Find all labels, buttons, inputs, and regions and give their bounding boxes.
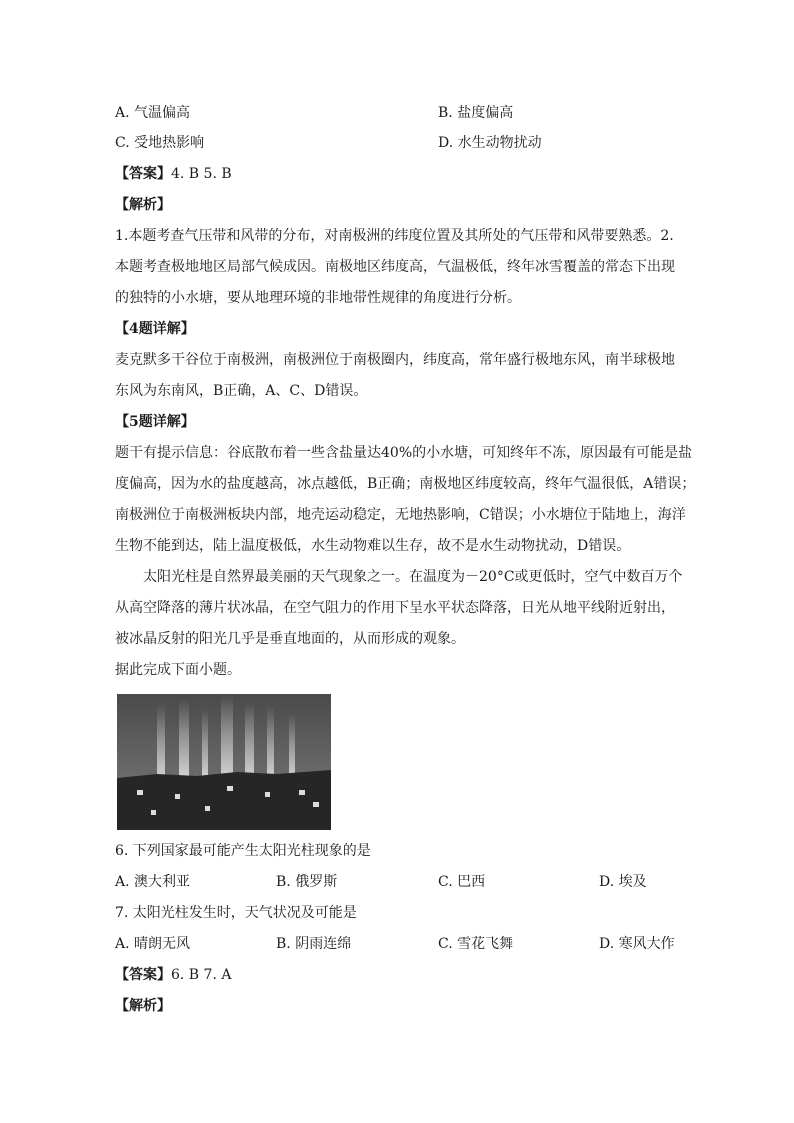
sun-pillar-photo [117, 694, 331, 830]
answer-text: 4. B 5. B [171, 166, 232, 182]
answer-line [115, 164, 232, 184]
option-c: C. 受地热影响 [115, 135, 205, 151]
q4-detail-label: 【4题详解】 [115, 321, 195, 337]
option-a: A. 气温偏高 [115, 105, 191, 121]
passage-line: 被冰晶反射的阳光几乎是垂直地面的，从而形成的观象。 [115, 631, 465, 647]
question-7-stem: 7. 太阳光柱发生时，天气状况及可能是 [115, 905, 357, 921]
q5-detail-line: 南极洲位于南极洲板块内部，地壳运动稳定，无地热影响，C错误；小水塘位于陆地上，海洋 [115, 507, 686, 523]
q5-detail-line: 生物不能到达，陆上温度极低，水生动物难以生存，故不是水生动物扰动，D错误。 [115, 538, 631, 554]
q4-detail-line: 东风为东南风，B正确，A、C、D错误。 [115, 383, 368, 399]
q5-detail-line: 题干有提示信息：谷底散布着一些含盐量达40%的小水塘，可知终年不冻，原因最有可能是盐 [115, 445, 693, 461]
analysis-label: 【解析】 [115, 197, 171, 213]
analysis-label: 【解析】 [115, 998, 171, 1014]
analysis-line: 1.本题考查气压带和风带的分布，对南极洲的纬度位置及其所处的气压带和风带要熟悉。2. [115, 228, 674, 244]
q6-option-c: C. 巴西 [438, 874, 486, 890]
q6-option-b: B. 俄罗斯 [276, 874, 338, 890]
answer-label: 【答案】 [115, 166, 171, 182]
answer-line [115, 965, 231, 985]
analysis-line: 本题考查极地地区局部气候成因。南极地区纬度高，气温极低，终年冰雪覆盖的常态下出现 [115, 259, 675, 275]
question-6-stem: 6. 下列国家最可能产生太阳光柱现象的是 [115, 843, 371, 859]
q4-detail-line: 麦克默多干谷位于南极洲，南极洲位于南极圈内，纬度高，常年盛行极地东风，南半球极地 [115, 352, 675, 368]
passage-prompt: 据此完成下面小题。 [115, 662, 241, 678]
option-b: B. 盐度偏高 [438, 105, 514, 121]
answer-text: 6. B 7. A [171, 967, 232, 983]
q7-option-b: B. 阴雨连绵 [276, 936, 352, 952]
q7-option-c: C. 雪花飞舞 [438, 936, 514, 952]
q5-detail-label: 【5题详解】 [115, 414, 195, 430]
passage-line: 从高空降落的薄片状冰晶，在空气阻力的作用下呈水平状态降落，日光从地平线附近射出， [115, 600, 675, 616]
analysis-line: 的独特的小水塘，要从地理环境的非地带性规律的角度进行分析。 [115, 290, 521, 306]
q7-option-a: A. 晴朗无风 [115, 936, 191, 952]
q7-option-d: D. 寒风大作 [599, 936, 675, 952]
option-d: D. 水生动物扰动 [438, 135, 542, 151]
q6-option-d: D. 埃及 [599, 874, 647, 890]
passage-line: 太阳光柱是自然界最美丽的天气现象之一。在温度为－20°C或更低时，空气中数百万个 [143, 569, 683, 585]
answer-label: 【答案】 [115, 967, 171, 983]
q6-option-a: A. 澳大利亚 [115, 874, 191, 890]
q5-detail-line: 度偏高，因为水的盐度越高，冰点越低，B正确；南极地区纬度较高，终年气温很低，A错误； [115, 476, 696, 492]
